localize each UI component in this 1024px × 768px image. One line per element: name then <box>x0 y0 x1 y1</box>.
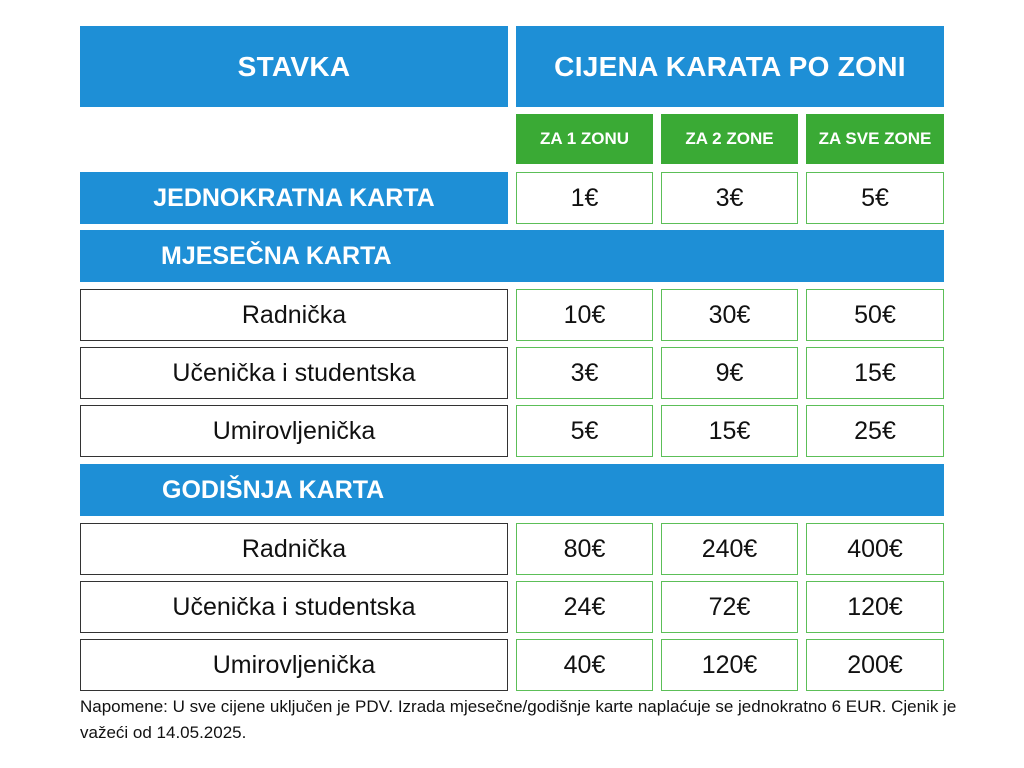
single-price-zone2: 3€ <box>661 172 798 224</box>
single-price-zone1: 1€ <box>516 172 653 224</box>
monthly-row-1-zone2: 9€ <box>661 347 798 399</box>
monthly-row-0-name: Radnička <box>80 289 508 341</box>
yearly-row-1-zone2: 72€ <box>661 581 798 633</box>
header-stavka: STAVKA <box>80 26 508 107</box>
monthly-row-0-zone1: 10€ <box>516 289 653 341</box>
single-ticket-label: JEDNOKRATNA KARTA <box>80 172 508 224</box>
yearly-row-1-zone1: 24€ <box>516 581 653 633</box>
header-price-by-zone: CIJENA KARATA PO ZONI <box>516 26 944 107</box>
yearly-row-0-zone1: 80€ <box>516 523 653 575</box>
zone-header-2: ZA 2 ZONE <box>661 114 798 164</box>
monthly-row-0-all: 50€ <box>806 289 944 341</box>
yearly-row-1-name: Učenička i studentska <box>80 581 508 633</box>
yearly-row-1-all: 120€ <box>806 581 944 633</box>
single-price-all: 5€ <box>806 172 944 224</box>
monthly-row-1-zone1: 3€ <box>516 347 653 399</box>
zone-header-all: ZA SVE ZONE <box>806 114 944 164</box>
footnote: Napomene: U sve cijene uključen je PDV. Izrada mjesečne/godišnje karte naplaćuje se jednokratno 6 EUR. Cjenik je važeći od 14.05.2025. <box>80 697 957 742</box>
yearly-row-0-name: Radnička <box>80 523 508 575</box>
monthly-row-2-all: 25€ <box>806 405 944 457</box>
yearly-section-header <box>80 464 944 516</box>
monthly-section-header <box>80 230 944 282</box>
zone-header-1: ZA 1 ZONU <box>516 114 653 164</box>
yearly-row-2-zone1: 40€ <box>516 639 653 691</box>
monthly-row-2-zone1: 5€ <box>516 405 653 457</box>
yearly-section-label: GODIŠNJA KARTA <box>162 475 385 504</box>
yearly-row-0-zone2: 240€ <box>661 523 798 575</box>
monthly-row-2-name: Umirovljenička <box>80 405 508 457</box>
monthly-row-1-name: Učenička i studentska <box>80 347 508 399</box>
yearly-row-2-name: Umirovljenička <box>80 639 508 691</box>
yearly-row-0-all: 400€ <box>806 523 944 575</box>
monthly-row-0-zone2: 30€ <box>661 289 798 341</box>
monthly-row-2-zone2: 15€ <box>661 405 798 457</box>
monthly-section-label: MJESEČNA KARTA <box>161 241 392 270</box>
yearly-row-2-zone2: 120€ <box>661 639 798 691</box>
monthly-row-1-all: 15€ <box>806 347 944 399</box>
yearly-row-2-all: 200€ <box>806 639 944 691</box>
